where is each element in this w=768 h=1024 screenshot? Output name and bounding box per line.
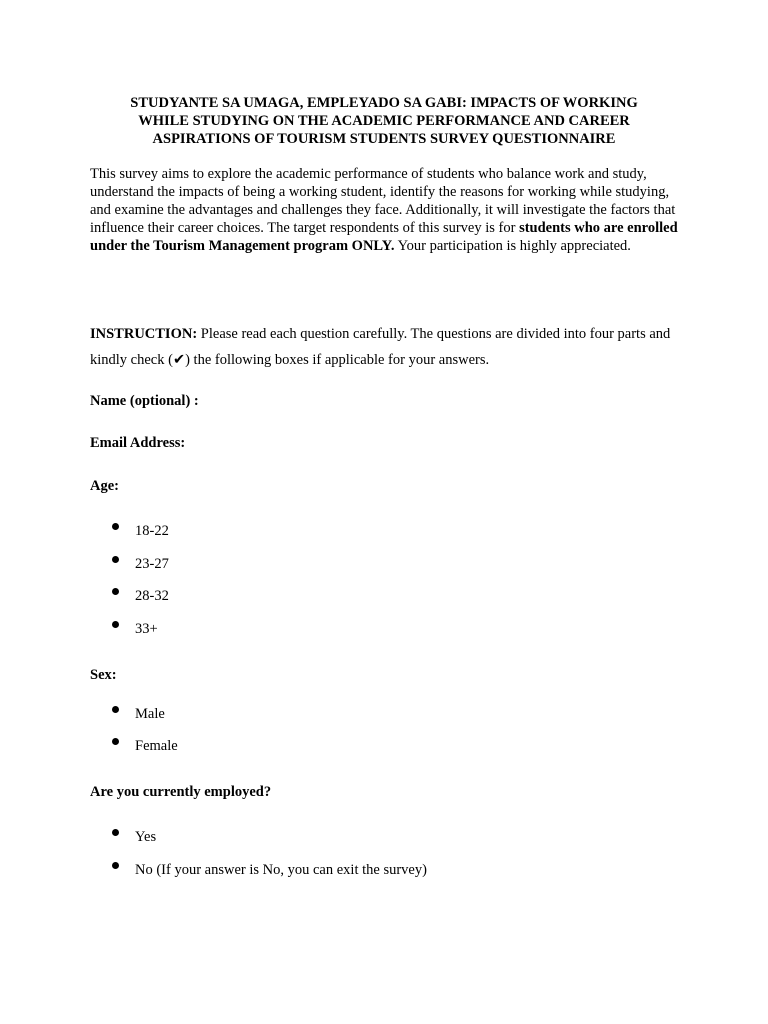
intro-tail-text: Your participation is highly appreciated. — [394, 238, 631, 254]
instruction-label: INSTRUCTION: — [90, 326, 198, 342]
name-field-label: Name (optional) : — [90, 393, 199, 409]
option-label: Yes — [135, 829, 157, 845]
email-field-label: Email Address: — [90, 435, 186, 451]
employed-question-label: Are you currently employed? — [90, 784, 272, 800]
bullet-icon — [112, 862, 119, 869]
bullet-icon — [112, 829, 119, 836]
intro-paragraph — [90, 165, 685, 255]
option-label: Female — [135, 738, 178, 754]
bullet-icon — [112, 621, 119, 628]
bullet-icon — [112, 738, 119, 745]
instruction-text: Please read each question carefully. The questions are divided into four parts and kindly check (✔) the following boxes if applicable for your answers. — [90, 326, 671, 368]
age-question-label: Age: — [90, 478, 119, 494]
intro-bold-text: students who are enrolled under the Tourism Management program ONLY. — [90, 220, 678, 254]
sex-question-label: Sex: — [90, 667, 117, 683]
bullet-icon — [112, 588, 119, 595]
intro-text: This survey aims to explore the academic performance of students who balance work and study, understand the impacts of being a working student, identify the reasons for working while studying, and examine the advantages and challenges they face. Additionally, it will investigate the factors that influence their career choices. The target respondents of this survey is for — [90, 166, 676, 236]
option-label: 28-32 — [135, 588, 169, 604]
option-label: Male — [135, 706, 165, 722]
bullet-icon — [112, 523, 119, 530]
option-label: 33+ — [135, 621, 158, 637]
title-line-3: ASPIRATIONS OF TOURISM STUDENTS SURVEY QUESTIONNAIRE — [152, 131, 616, 147]
document-title — [90, 94, 678, 148]
bullet-icon — [112, 556, 119, 563]
instruction-paragraph — [90, 321, 685, 373]
title-line-2: WHILE STUDYING ON THE ACADEMIC PERFORMANCE AND CAREER — [138, 113, 630, 129]
bullet-icon — [112, 706, 119, 713]
option-label: 23-27 — [135, 556, 169, 572]
option-label: No (If your answer is No, you can exit the survey) — [135, 862, 427, 878]
title-line-1: STUDYANTE SA UMAGA, EMPLEYADO SA GABI: IMPACTS OF WORKING — [130, 95, 638, 111]
option-label: 18-22 — [135, 523, 169, 539]
